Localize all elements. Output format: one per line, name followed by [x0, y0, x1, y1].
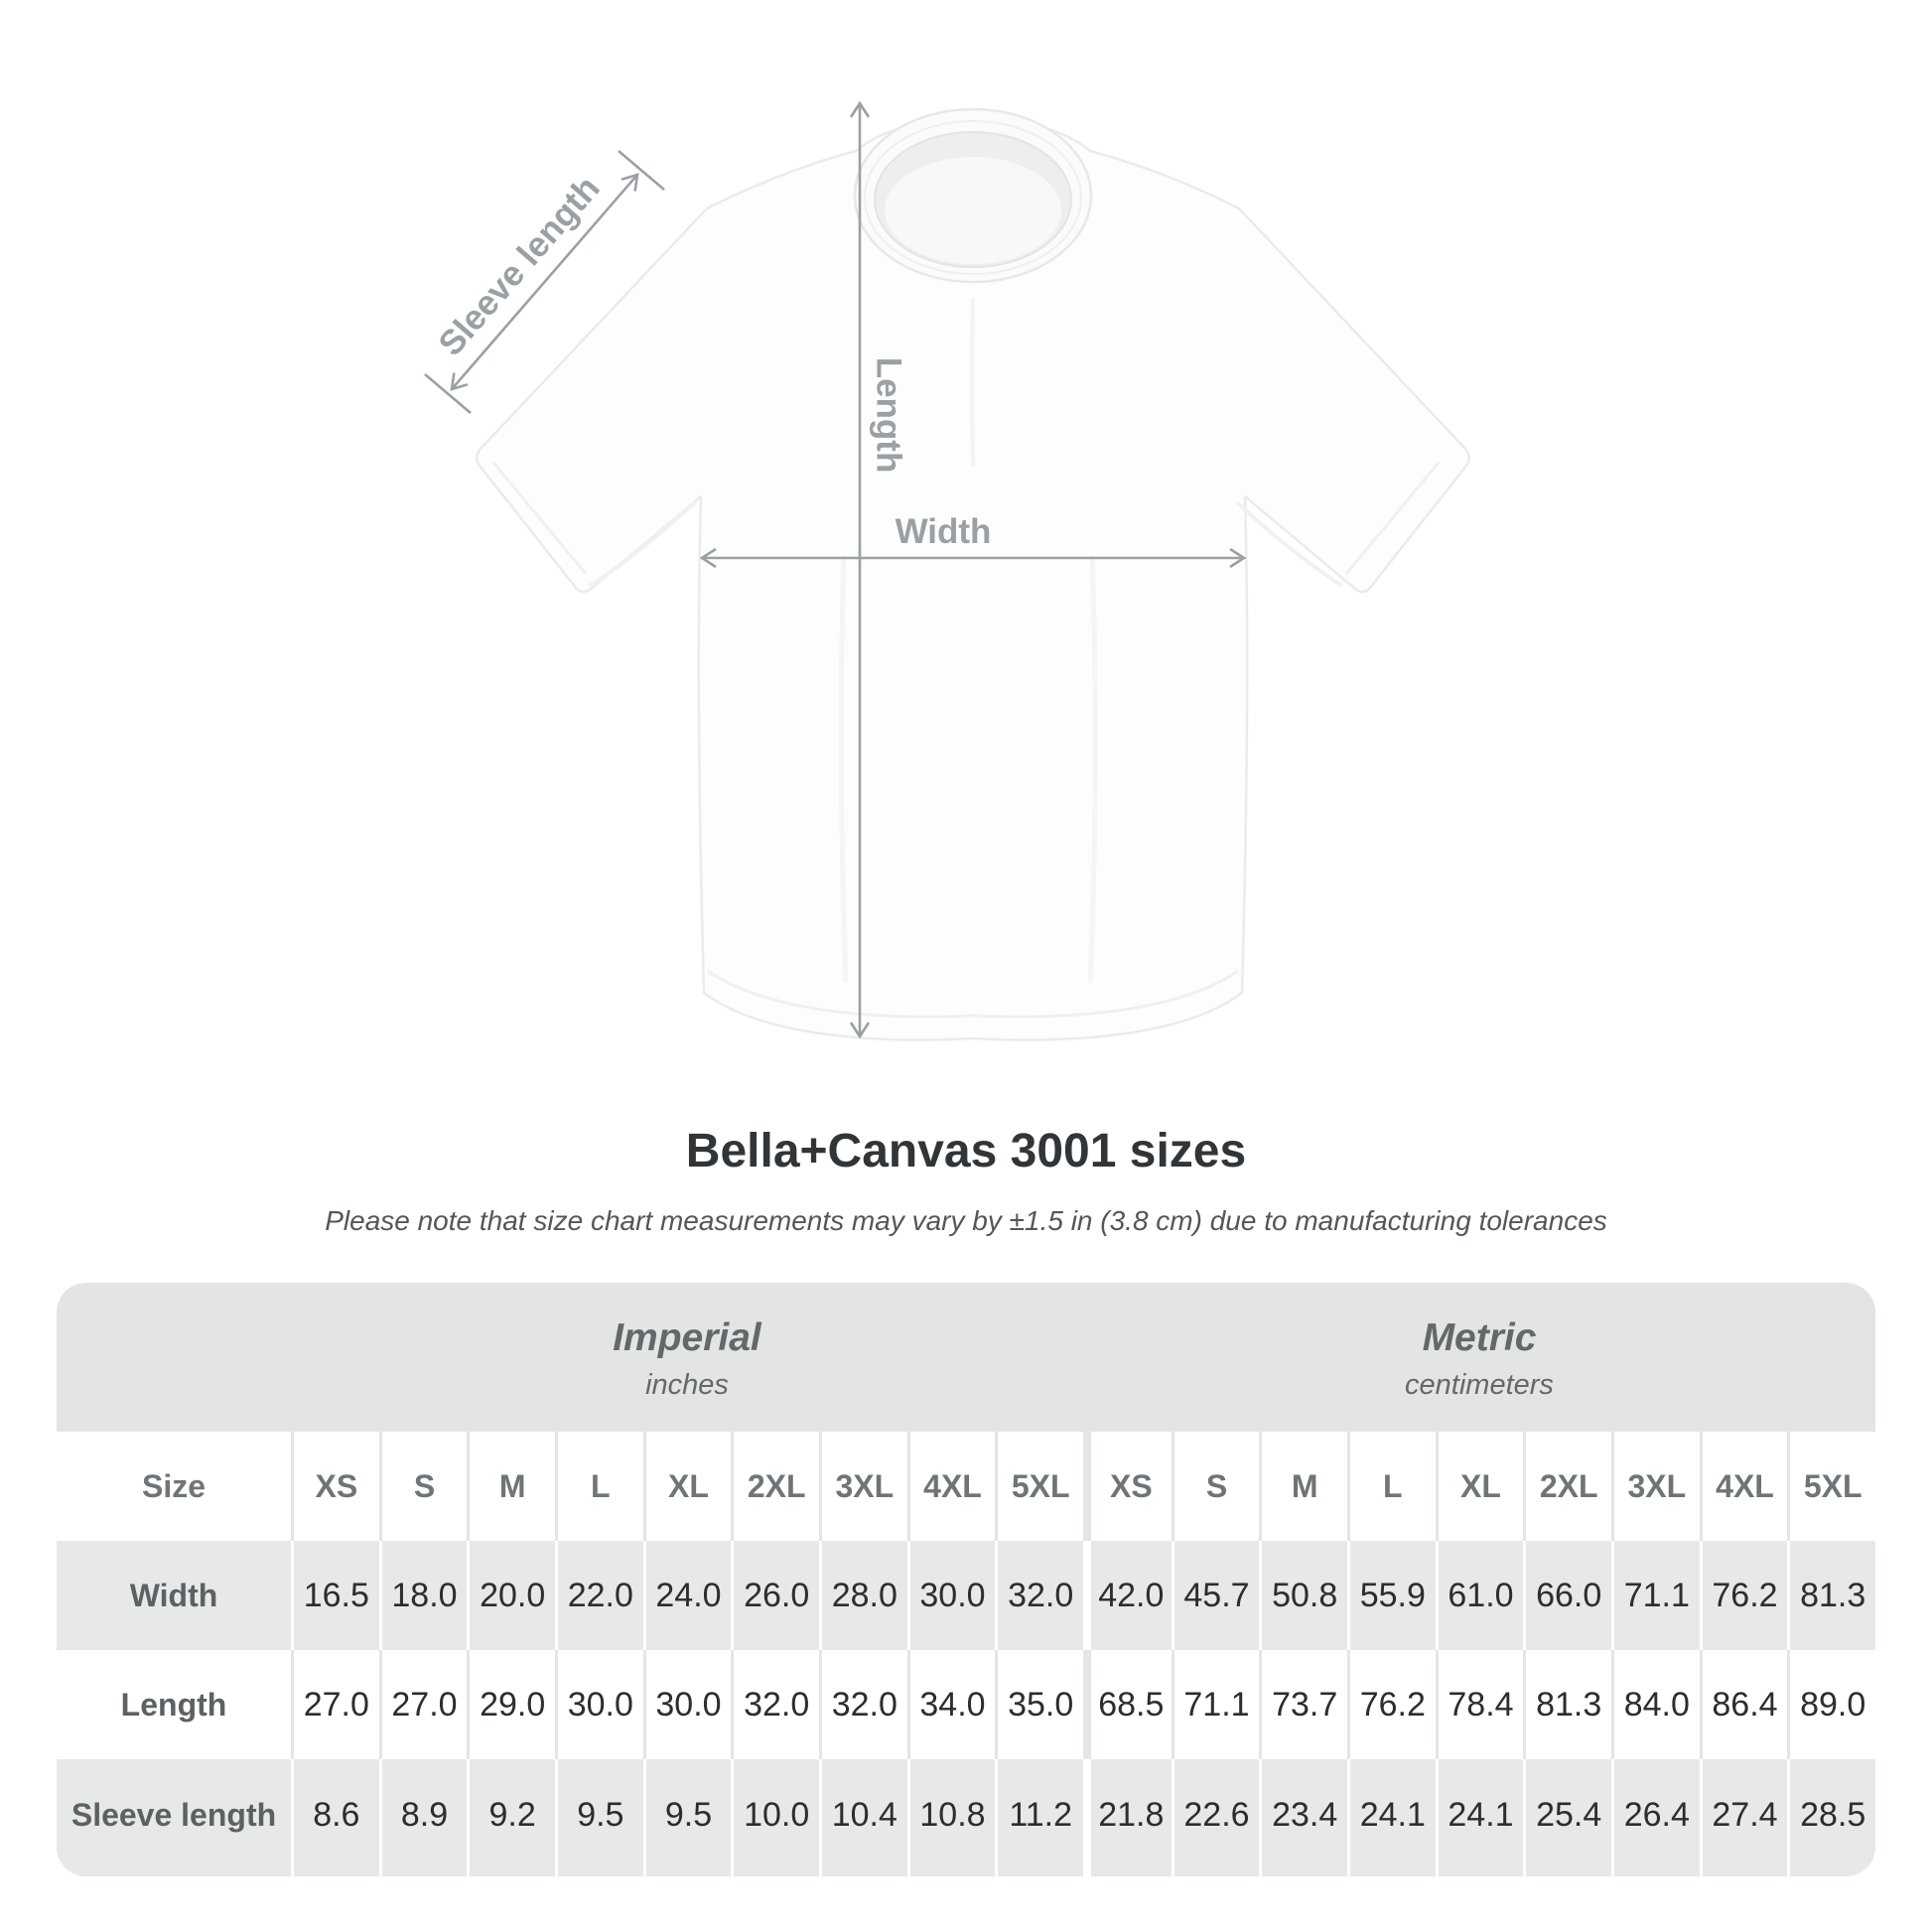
value-cell: 81.3	[1523, 1650, 1611, 1759]
value-cell: 35.0	[995, 1650, 1083, 1759]
value-cell: 27.0	[291, 1650, 379, 1759]
value-cell: 22.0	[555, 1541, 643, 1650]
size-header-cell: M	[467, 1432, 555, 1541]
size-table	[57, 1283, 1875, 1876]
inches-label: inches	[645, 1369, 729, 1401]
dimension-tick	[425, 374, 471, 413]
size-header-cell: 5XL	[1787, 1432, 1875, 1541]
value-cell: 89.0	[1787, 1650, 1875, 1759]
value-cell: 61.0	[1436, 1541, 1524, 1650]
size-column-header: Size	[141, 1467, 207, 1504]
page-title: Bella+Canvas 3001 sizes	[685, 1125, 1247, 1177]
table-body	[57, 1541, 1875, 1876]
table-row-length	[57, 1650, 1875, 1759]
size-header-row	[57, 1432, 1875, 1541]
value-cell: 30.0	[555, 1650, 643, 1759]
unit-header-row	[57, 1283, 1875, 1432]
size-header-cell: 2XL	[1523, 1432, 1611, 1541]
dimension-tick	[619, 151, 664, 190]
value-cell: 66.0	[1523, 1541, 1611, 1650]
value-cell: 73.7	[1259, 1650, 1347, 1759]
size-header-cell: 3XL	[819, 1432, 907, 1541]
value-cell: 81.3	[1787, 1541, 1875, 1650]
value-cell: 23.4	[1259, 1759, 1347, 1876]
value-cell: 26.0	[731, 1541, 819, 1650]
value-cell: 11.2	[995, 1759, 1083, 1876]
value-cell: 24.1	[1436, 1759, 1524, 1876]
value-cell: 8.9	[379, 1759, 468, 1876]
value-cell: 24.1	[1347, 1759, 1436, 1876]
tshirt-illustration	[477, 109, 1469, 1039]
value-cell: 9.5	[555, 1759, 643, 1876]
value-cell: 25.4	[1523, 1759, 1611, 1876]
value-cell: 16.5	[291, 1541, 379, 1650]
value-cell: 20.0	[467, 1541, 555, 1650]
value-cell: 9.5	[643, 1759, 732, 1876]
value-cell: 18.0	[379, 1541, 468, 1650]
value-cell: 32.0	[995, 1541, 1083, 1650]
size-header-cell: M	[1259, 1432, 1347, 1541]
value-cell: 24.0	[643, 1541, 732, 1650]
size-header-cell: L	[1347, 1432, 1436, 1541]
size-header-cell: 5XL	[995, 1432, 1083, 1541]
value-cell: 32.0	[819, 1650, 907, 1759]
size-header-cell: 4XL	[907, 1432, 996, 1541]
value-cell: 76.2	[1700, 1541, 1788, 1650]
value-cell: 10.4	[819, 1759, 907, 1876]
imperial-label: Imperial	[613, 1316, 761, 1359]
value-cell: 78.4	[1436, 1650, 1524, 1759]
value-cell: 29.0	[467, 1650, 555, 1759]
value-cell: 28.5	[1787, 1759, 1875, 1876]
size-header-cell: XS	[291, 1432, 379, 1541]
unit-group-imperial	[291, 1283, 1083, 1432]
metric-label: Metric	[1422, 1316, 1537, 1359]
width-label: Width	[895, 512, 992, 551]
value-cell: 42.0	[1083, 1541, 1172, 1650]
row-label: Sleeve length	[70, 1796, 277, 1833]
value-cell: 34.0	[907, 1650, 996, 1759]
value-cell: 8.6	[291, 1759, 379, 1876]
size-header-cell: XS	[1083, 1432, 1172, 1541]
size-header-cell: 3XL	[1611, 1432, 1700, 1541]
size-header-cell: XL	[643, 1432, 732, 1541]
size-header-cell: S	[379, 1432, 468, 1541]
size-note: Please note that size chart measurements may vary by ±1.5 in (3.8 cm) due to manufacturing tolerances	[325, 1205, 1607, 1236]
size-header-cell: L	[555, 1432, 643, 1541]
length-label: Length	[869, 356, 908, 474]
value-cell: 55.9	[1347, 1541, 1436, 1650]
value-cell: 26.4	[1611, 1759, 1700, 1876]
value-cell: 22.6	[1172, 1759, 1260, 1876]
value-cell: 45.7	[1172, 1541, 1260, 1650]
row-label: Length	[120, 1686, 227, 1723]
row-label: Width	[129, 1577, 218, 1613]
size-header-cell: 2XL	[731, 1432, 819, 1541]
centimeters-label: centimeters	[1405, 1369, 1554, 1401]
value-cell: 30.0	[643, 1650, 732, 1759]
value-cell: 28.0	[819, 1541, 907, 1650]
value-cell: 21.8	[1083, 1759, 1172, 1876]
value-cell: 76.2	[1347, 1650, 1436, 1759]
sleeve-length-label: Sleeve length	[431, 169, 608, 363]
value-cell: 68.5	[1083, 1650, 1172, 1759]
table-row-width	[57, 1541, 1875, 1650]
value-cell: 50.8	[1259, 1541, 1347, 1650]
value-cell: 10.0	[731, 1759, 819, 1876]
unit-group-metric	[1083, 1283, 1875, 1432]
size-header-cell: 4XL	[1700, 1432, 1788, 1541]
size-header-cell: XL	[1436, 1432, 1524, 1541]
value-cell: 27.4	[1700, 1759, 1788, 1876]
value-cell: 32.0	[731, 1650, 819, 1759]
table-row-sleeve-length	[57, 1759, 1875, 1876]
value-cell: 30.0	[907, 1541, 996, 1650]
value-cell: 10.8	[907, 1759, 996, 1876]
value-cell: 71.1	[1172, 1650, 1260, 1759]
value-cell: 27.0	[379, 1650, 468, 1759]
value-cell: 86.4	[1700, 1650, 1788, 1759]
value-cell: 71.1	[1611, 1541, 1700, 1650]
value-cell: 9.2	[467, 1759, 555, 1876]
value-cell: 84.0	[1611, 1650, 1700, 1759]
size-header-cell: S	[1172, 1432, 1260, 1541]
